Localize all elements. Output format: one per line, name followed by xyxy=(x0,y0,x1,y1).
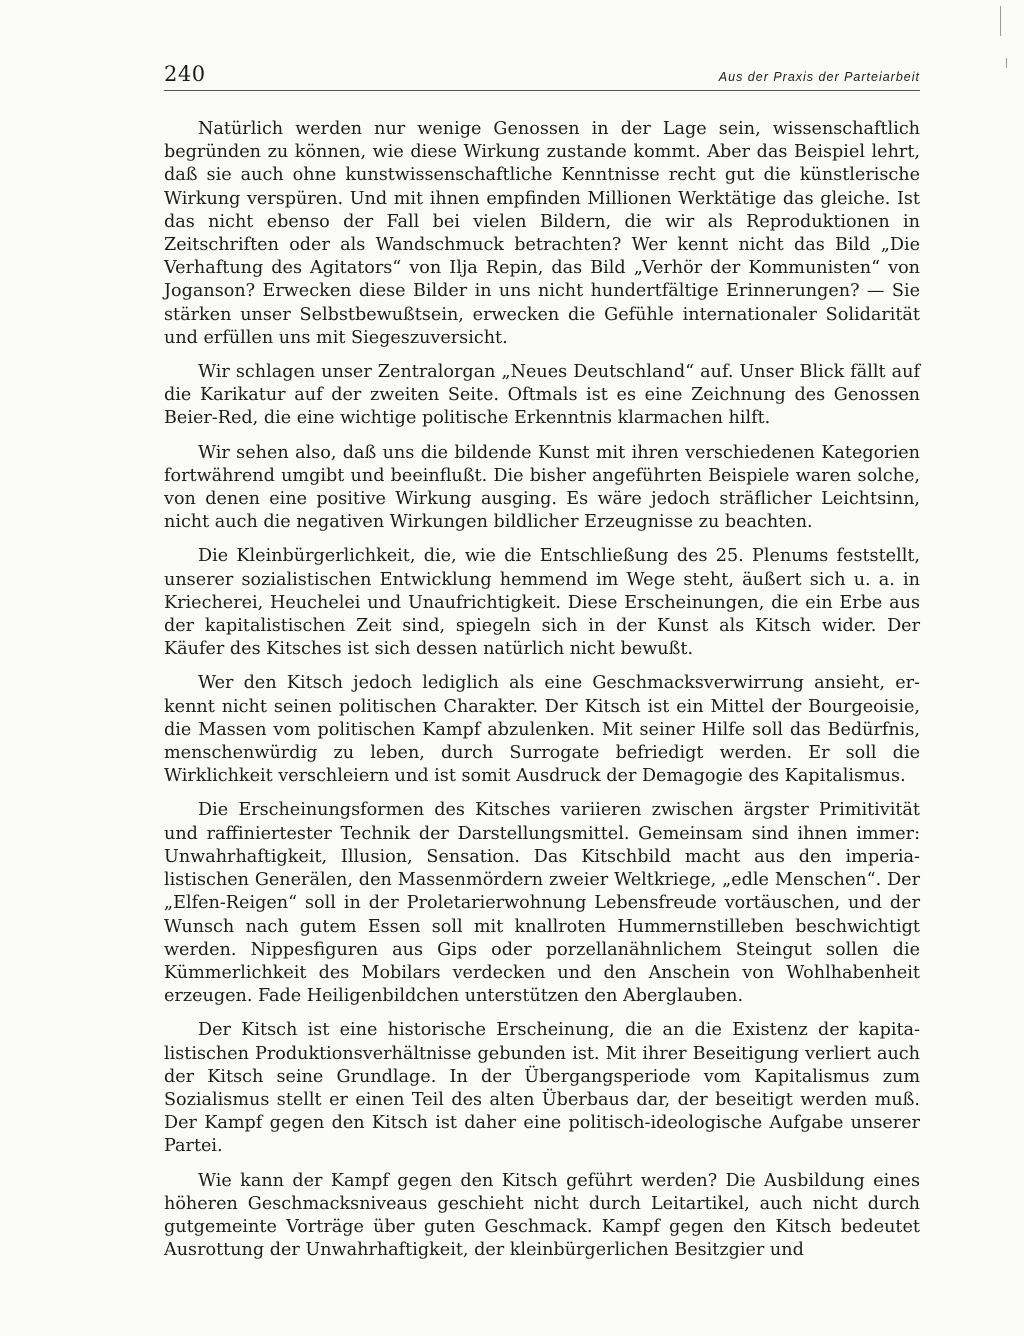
body-text xyxy=(164,118,920,1273)
paragraph-7: Der Kitsch ist eine historische Erscheinung, die an die Existenz der kapitalistischen Produktionsverhältnisse gebunden ist. Mit ihrer Beseitigung verliert auch der Kitsch seine Grundlage. In der Übergangsperiode vom Kapitalismus zum Sozialismus stellt er einen Teil des alten Überbaus dar, der beseitigt werden muß. Der Kampf gegen den Kitsch ist daher eine politisch-ideologische Aufgabe unserer Partei. xyxy=(164,1020,920,1157)
paragraph-3: Wir sehen also, daß uns die bildende Kunst mit ihren verschiedenen Kategorien fortwährend umgibt und beeinflußt. Die bisher angeführten Beispiele waren solche, von denen eine positive Wirkung ausging. Es wäre jedoch sträflicher Leichtsinn, nicht auch die negativen Wirkungen bildlicher Erzeugnisse zu beachten. xyxy=(164,442,920,533)
paragraph-1: Natürlich werden nur wenige Genossen in der Lage sein, wissenschaftlich begründen zu können, wie diese Wirkung zustande kommt. Aber das Beispiel lehrt, daß sie auch ohne kunstwissenschaftliche Kenntnisse recht gut die künstlerische Wirkung verspüren. Und mit ihnen empfinden Millionen Werktätige das gleiche. Ist das nicht ebenso der Fall bei vielen Bildern, die wir als Reproduktionen in Zeitschriften oder als Wandschmuck betrachten? Wer kennt nicht das Bild „Die Verhaftung des Agitators“ von Ilja Repin, das Bild „Verhör der Kommunisten“ von Joganson? Erwecken diese Bilder in uns nicht hundertfältige Erinnerungen? — Sie stärken unser Selbstbewußtsein, erwecken die Gefühle internationaler Solidarität und erfüllen uns mit Siegeszuversicht. xyxy=(164,119,920,348)
running-head: Aus der Praxis der Parteiarbeit xyxy=(718,70,920,84)
page-header xyxy=(164,62,920,94)
header-rule xyxy=(164,90,920,91)
page-number: 240 xyxy=(164,62,206,86)
scan-edge-mark xyxy=(1006,58,1007,68)
paragraph-5: Wer den Kitsch jedoch lediglich als eine Geschmacksverwirrung ansieht, erkennt nicht seinen politischen Charakter. Der Kitsch ist ein Mittel der Bourgeoisie, die Massen vom politischen Kampf abzulenken. Mit seiner Hilfe soll das Bedürfnis, menschenwürdig zu leben, durch Surrogate befriedigt werden. Er soll die Wirklichkeit verschleiern und ist somit Ausdruck der Demagogie des Kapitalismus. xyxy=(164,673,920,787)
paragraph-4: Die Kleinbürgerlichkeit, die, wie die Entschließung des 25. Plenums feststellt, unserer sozialistischen Entwicklung hemmend im Wege steht, äußert sich u. a. in Kriecherei, Heuchelei und Unaufrichtigkeit. Diese Erscheinungen, die ein Erbe aus der kapitalistischen Zeit sind, spiegeln sich in der Kunst als Kitsch wider. Der Käufer des Kitsches ist sich dessen natürlich nicht bewußt. xyxy=(164,546,920,660)
scan-edge-mark xyxy=(1000,6,1001,36)
paragraph-2: Wir schlagen unser Zentralorgan „Neues Deutschland“ auf. Unser Blick fällt auf die Karikatur auf der zweiten Seite. Oftmals ist es eine Zeichnung des Genossen Beier-Red, die eine wichtige politische Erkenntnis klarmachen hilft. xyxy=(164,362,920,429)
paragraph-6: Die Erscheinungsformen des Kitsches variieren zwischen ärgster Primitivität und raffiniertester Technik der Darstellungsmittel. Gemeinsam sind ihnen immer: Unwahrhaftigkeit, Illusion, Sensation. Das Kitschbild macht aus den imperialistischen Generälen, den Massenmördern zweier Weltkriege, „edle Menschen“. Der „Elfen-Reigen“ soll in der Proletarierwohnung Lebensfreude vortäuschen, und der Wunsch nach gutem Essen soll mit knallroten Hummernstilleben beschwichtigt werden. Nippesfiguren aus Gips oder porzellanähnlichem Steingut sollen die Kümmerlichkeit des Mobilars verdecken und den Anschein von Wohlhabenheit erzeugen. Fade Heiligenbildchen unterstützen den Aberglauben. xyxy=(164,800,920,1007)
paragraph-8: Wie kann der Kampf gegen den Kitsch geführt werden? Die Ausbildung eines höheren Geschmacksniveaus geschieht nicht durch Leitartikel, auch nicht durch gutgemeinte Vorträge über guten Geschmack. Kampf gegen den Kitsch bedeutet Ausrottung der Unwahrhaftigkeit, der kleinbürgerlichen Besitzgier und xyxy=(164,1170,920,1261)
